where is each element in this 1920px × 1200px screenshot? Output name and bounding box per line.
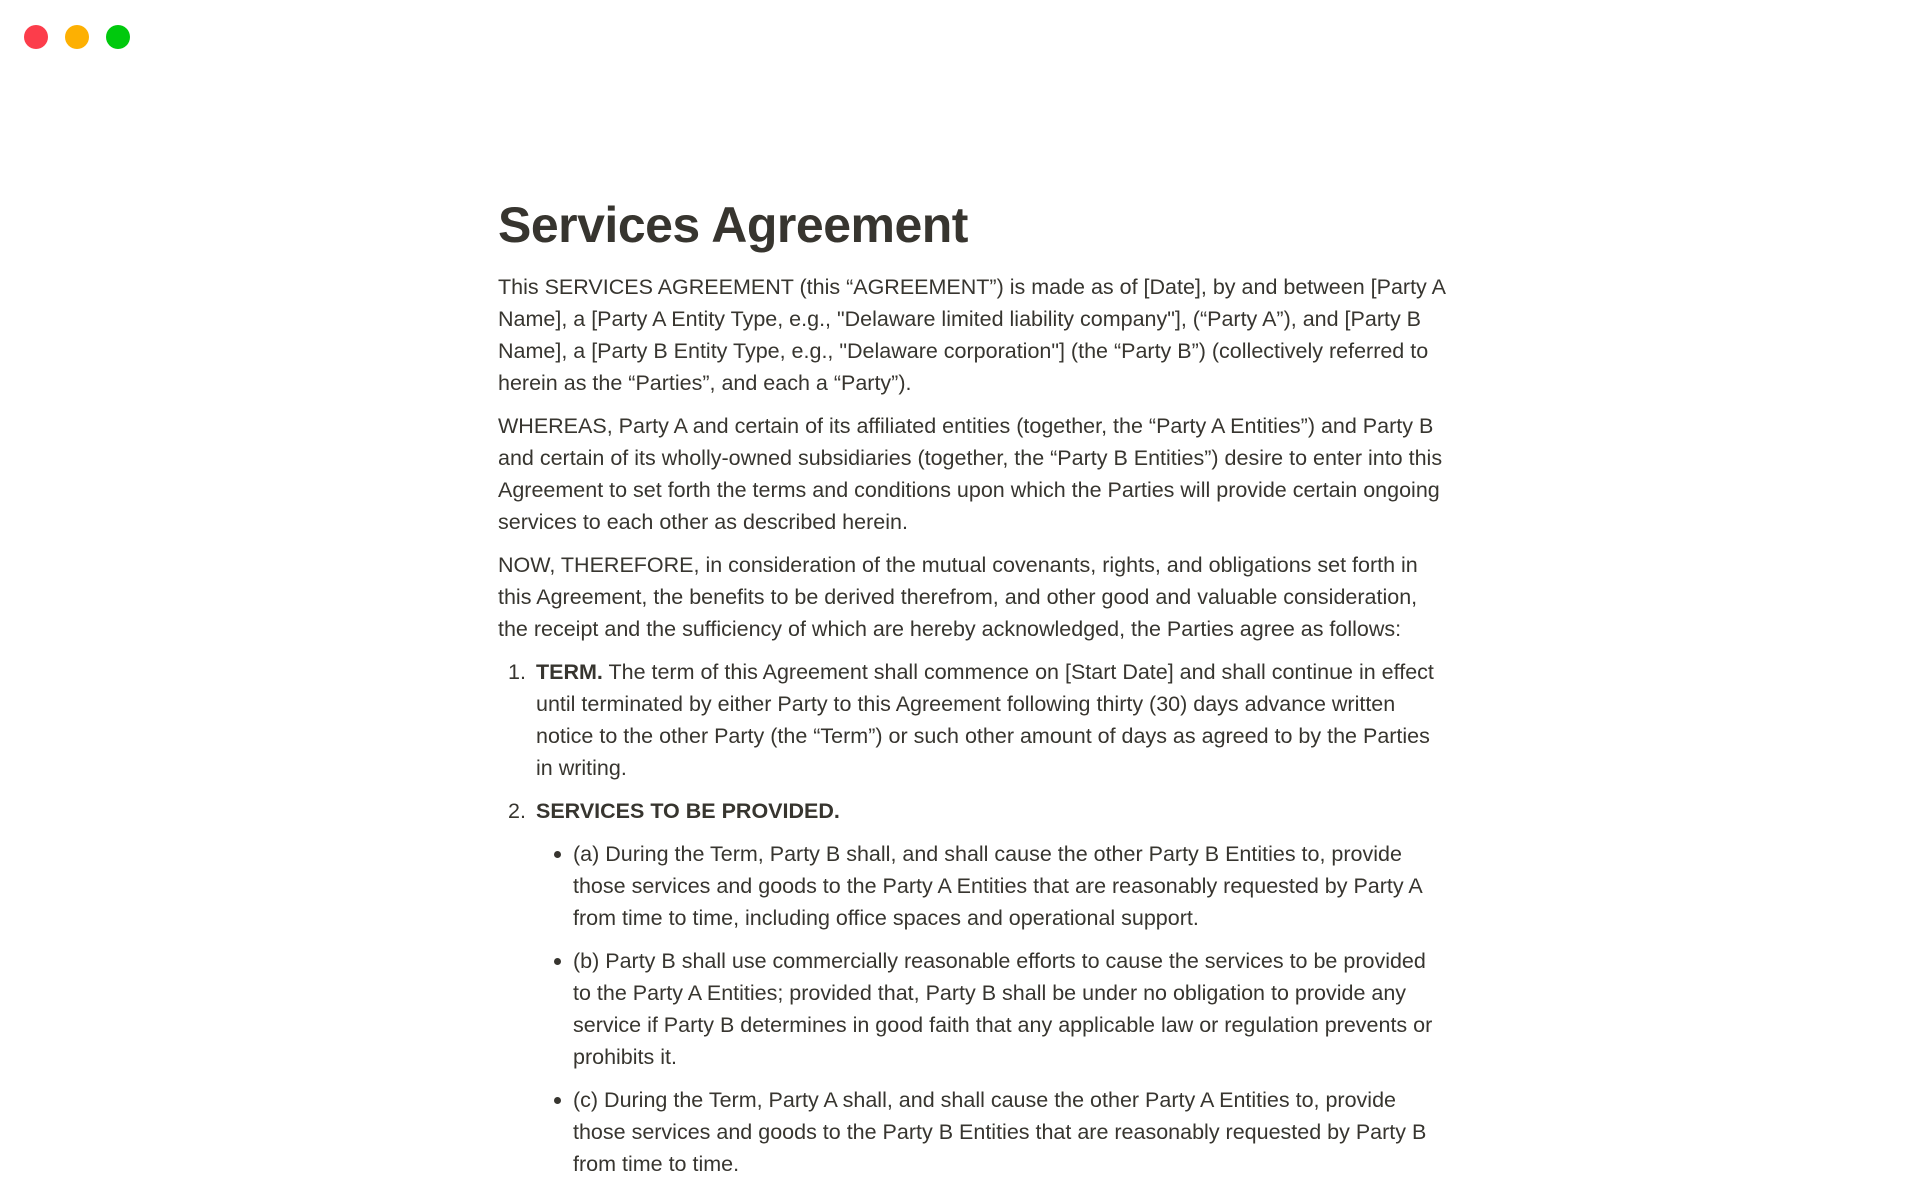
list-item-services-heading: SERVICES TO BE PROVIDED. — [536, 799, 840, 823]
bullet-text-a: (a) During the Term, Party B shall, and shall cause the other Party B Entities to, provide those services and goods to the Party A Entities that are reasonably requested by Party A from time to time, including office spaces and operational support. — [573, 842, 1422, 930]
list-item-services-b — [498, 945, 1448, 1073]
list-item-services-a — [498, 838, 1448, 934]
list-item-term-heading: TERM. — [536, 660, 603, 684]
paragraph-now-therefore: NOW, THEREFORE, in consideration of the mutual covenants, rights, and obligations set forth in this Agreement, the benefits to be derived therefrom, and other good and valuable consideration, the receipt and the sufficiency of which are hereby acknowledged, the Parties agree as follows: — [498, 553, 1418, 641]
paragraph-preamble: This SERVICES AGREEMENT (this “AGREEMENT”) is made as of [Date], by and between [Party A Name], a [Party A Entity Type, e.g., "Delaware limited liability company"], (“Party A”), and [Party B Name], a [Party B Entity Type, e.g., "Delaware corporation"] (the “Party B”) (collectively referred to herein as the “Parties”, and each a “Party”). — [498, 275, 1445, 395]
bullet-text-c: (c) During the Term, Party A shall, and shall cause the other Party A Entities to, provide those services and goods to the Party B Entities that are reasonably requested by Party B from time to time. — [573, 1088, 1427, 1176]
list-item-services-c — [498, 1084, 1448, 1180]
numbered-list — [498, 656, 1448, 1180]
list-number: 1. — [508, 660, 526, 684]
bullet-icon — [554, 958, 561, 965]
bullet-icon — [554, 1097, 561, 1104]
paragraph-whereas: WHEREAS, Party A and certain of its affiliated entities (together, the “Party A Entities”) and Party B and certain of its wholly-owned subsidiaries (together, the “Party B Entities”) desire to enter into this Agreement to set forth the terms and conditions upon which the Parties will provide certain ongoing services to each other as described herein. — [498, 414, 1443, 534]
window-controls — [24, 25, 130, 49]
bullet-text-b: (b) Party B shall use commercially reasonable efforts to cause the services to be provided to the Party A Entities; provided that, Party B shall be under no obligation to provide any service if Party B determines in good faith that any applicable law or regulation prevents or prohibits it. — [573, 949, 1433, 1069]
zoom-window-button[interactable] — [106, 25, 130, 49]
close-window-button[interactable] — [24, 25, 48, 49]
bulleted-list — [498, 838, 1448, 1180]
list-item-term-text: The term of this Agreement shall commence on [Start Date] and shall continue in effect until terminated by either Party to this Agreement following thirty (30) days advance written notice to the other Party (the “Term”) or such other amount of days as agreed to by the Parties in writing. — [536, 660, 1434, 780]
bullet-icon — [554, 851, 561, 858]
list-item-services — [498, 795, 1448, 827]
document-page — [498, 0, 1448, 1180]
page-title: Services Agreement — [498, 197, 968, 253]
list-number: 2. — [508, 799, 526, 823]
list-item-term — [498, 656, 1448, 784]
minimize-window-button[interactable] — [65, 25, 89, 49]
